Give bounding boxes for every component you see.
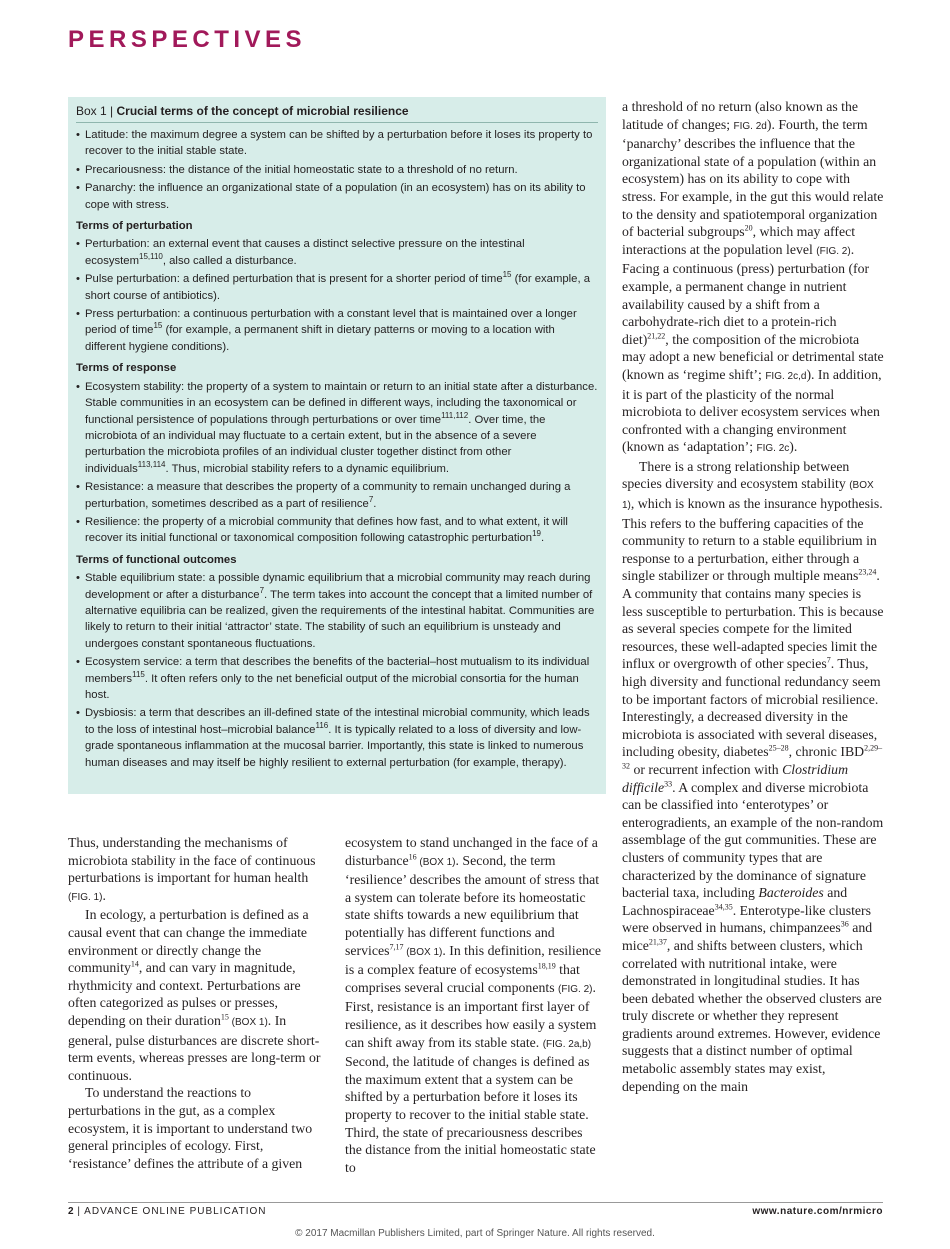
box-item-latitude: • Latitude: the maximum degree a system can be shifted by a perturbation before it loses its property to recover to the initial stable state. — [76, 129, 593, 158]
citation[interactable]: 25–28 — [768, 743, 789, 753]
box-item-press-perturbation: • Press perturbation: a continuous perturbation with a constant level that is maintained over a longer period of time$^{15}$ (for example, a permanent shift in dietary patterns or moving to a location with different hygiene conditions). — [76, 308, 577, 353]
copyright-notice: © 2017 Macmillan Publishers Limited, part of Springer Nature. All rights reserved. — [295, 1228, 655, 1239]
box-item-pulse-perturbation: • Pulse perturbation: a defined perturbation that is present for a shorter period of time$^{15}$ (for example, a short course of antibiotics). — [76, 270, 590, 302]
species-name: Clostridium difficile — [622, 761, 849, 795]
citation[interactable]: 20 — [744, 223, 753, 233]
figure-ref[interactable]: FIG. 2c — [756, 443, 790, 455]
citation[interactable]: 15 — [220, 1012, 229, 1022]
column-1 — [68, 834, 324, 1172]
citation[interactable]: 7,17 — [389, 941, 404, 951]
publication-label: ADVANCE ONLINE PUBLICATION — [84, 1206, 267, 1217]
citation[interactable]: 7 — [826, 655, 831, 665]
genus-name: Bacteroides — [758, 885, 824, 901]
page-number: 2 — [68, 1206, 74, 1217]
paragraph: There is a strong relationship between species diversity and ecosystem stability (BOX 1), which is known as the insurance hypothesis. This refers to the buffering capacities of the community to return to a stable equilibrium in response to a perturbation, either through a single stabilizer or through multiple means$^{23,24}$. A community that contains many species is less susceptible to perturbation. This is because as several species compete for the limited resources, these well-adapted species limit the influx or overgrowth of other species$^7$. Thus, high diversity and functional redundancy seem to be important factors of microbial resilience. Interestingly, a decreased diversity in the microbiota is associated with several diseases, including obesity, diabetes$^{25-28}$, chronic IBD$^{2,29-32}$ or recurrent infection with Clostridium difficile$^{33}$. A complex and diverse microbiota can be classified into ‘enterotypes’ or enterogradients, an example of the non-random assemblage of the gut communities. These are clusters of community types that are characterized by the dominance of signature bacterial taxa, including Bacteroides and Lachnospiraceae$^{34,35}$. Enterotype-like clusters were observed in humans, chimpanzees$^{36}$ and mice$^{21,37}$, and shifts between clusters, which correlated with nutritional intake, were demonstrated in longitudinal studies. It has been debated whether the observed clusters are truly discrete or whether they represent gradients around extremes. However, evidence suggests that a distinct number of optimal metabolic assembly states may exist, depending on the main — [622, 458, 884, 1094]
box-divider — [76, 122, 598, 123]
figure-ref[interactable]: (FIG. 2) — [816, 245, 851, 257]
footer-left: 2 | ADVANCE ONLINE PUBLICATION — [68, 1206, 267, 1217]
box-item-resistance: • Resistance: a measure that describes the property of a community to remain unchanged during a perturbation, sometimes described as a part of resilience$^7$. — [76, 481, 571, 510]
figure-ref[interactable]: (FIG. 1) — [68, 891, 103, 903]
footer-divider — [68, 1202, 883, 1203]
citation[interactable]: 33 — [664, 778, 673, 788]
box-ref[interactable]: (BOX 1) — [622, 480, 874, 512]
citation[interactable]: 23,24 — [858, 567, 877, 577]
citation[interactable]: 34,35 — [714, 902, 733, 912]
box-body — [76, 127, 598, 773]
figure-ref[interactable]: (FIG. 2) — [558, 983, 593, 995]
box-item-dysbiosis: • Dysbiosis: a term that describes an ill-defined state of the intestinal microbial community, which leads to the loss of intestinal host–microbial balance$^{116}$. It is typically related to a loss of diversity and low-grade spontaneous inflammation at the mucosal barrier. Importantly, this state is linked to numerous human diseases and may itself be highly resilient to external perturbation (for example, therapy). — [76, 707, 590, 769]
citation[interactable]: 36 — [840, 919, 849, 929]
citation[interactable]: 16 — [408, 852, 417, 861]
box-item-perturbation: • Perturbation: an external event that causes a distinct selective pressure on the intestinal ecosystem$^{15,110}$, also called a disturbance. — [76, 238, 525, 267]
figure-ref[interactable]: FIG. 2c,d — [765, 370, 807, 382]
citation[interactable]: 21,37 — [648, 937, 667, 947]
citation[interactable]: 21,22 — [647, 331, 666, 341]
paragraph: Thus, understanding the mechanisms of microbiota stability in the face of continuous perturbations is important for human health (FIG. 1). — [68, 835, 316, 903]
box-ref[interactable]: (BOX 1) — [403, 946, 443, 958]
figure-ref[interactable]: FIG. 2d — [733, 120, 767, 132]
box-item-precariousness: • Precariousness: the distance of the initial homeostatic state to a threshold of no return. — [76, 163, 518, 176]
box-item-ecosystem-stability: • Ecosystem stability: the property of a system to maintain or return to an initial state after a disturbance. Stable communities in an ecosystem can be defined in different ways, including the taxonomical or functional persistence of populations through perturbations or over time$^{111,112}$. Over time, the microbiota of an individual may fluctuate to a certain extent, but in the absence of a severe perturbation the microbiota profiles of an individual cluster together distinct from other individuals$^{113,114}$. Thus, microbial stability refers to a dynamic equilibrium. — [76, 380, 598, 475]
column-2 — [345, 834, 601, 1176]
box-item-resilience: • Resilience: the property of a microbial community that defines how fast, and to what extent, it will recover its initial functional or taxonomical composition following catastrophic perturbation$^{19}$. — [76, 515, 568, 545]
section-header: PERSPECTIVES — [68, 26, 307, 53]
box-item-stable-equilibrium: • Stable equilibrium state: a possible dynamic equilibrium that a microbial community may reach during development or after a disturbance$^7$. The term takes into account the concept that a limited number of alternative equilibria can be realized, given the requirements of the intestinal habitat. Communities are likely to return to their initial ‘attractor’ state. The stability of such an equilibrium is unsteady and undergoes constant spontaneous fluctuations. — [76, 572, 595, 650]
figure-ref[interactable]: (FIG. 2a,b) — [542, 1038, 592, 1050]
box-1 — [68, 97, 606, 794]
paragraph: In ecology, a perturbation is defined as a causal event that can change the immediate environment or directly change the community$^{14}$, and can vary in magnitude, rhythmicity and context. Perturbations are often categorized as pulses or presses, depending on their duration$^{15}$ (BOX 1). In general, pulse disturbances are discrete short-term events, whereas presses are long-term or continuous. — [68, 907, 321, 1083]
box-ref[interactable]: (BOX 1) — [228, 1016, 268, 1028]
column-3 — [622, 98, 884, 1095]
box-title-text: Crucial terms of the concept of microbial resilience — [116, 104, 409, 118]
box-title — [76, 103, 598, 119]
box-item-ecosystem-service: • Ecosystem service: a term that describes the benefits of the bacterial–host mutualism to its individual members$^{115}$. It often refers only to the net beneficial output of the microbial consortia for the human host. — [76, 656, 590, 701]
citation[interactable]: 18,19 — [537, 961, 556, 971]
box-heading-perturbation: Terms of perturbation — [76, 220, 193, 233]
box-item-panarchy: • Panarchy: the influence an organizational state of a population (in an ecosystem) has on its ability to cope with stress. — [76, 182, 586, 211]
citation[interactable]: 14 — [130, 959, 139, 969]
box-ref[interactable]: (BOX 1) — [416, 856, 456, 868]
paragraph: ecosystem to stand unchanged in the face of a disturbance$^{16}$ (BOX 1). Second, the term ‘resilience’ describes the amount of stress that a system can tolerate before its homeostatic state shifts towards a new equilibrium that potentially has different functions and services$^{7,17}$ (BOX 1). In this definition, resilience is a complex feature of ecosystems$^{18,19}$ that comprises several crucial components (FIG. 2). First, resistance is an important first layer of resilience, as it describes how easily a system can shift away from its stable state. (FIG. 2a,b) Second, the latitude of changes is defined as the maximum extent that a system can be shifted by a perturbation before it loses its property to recover to the initial stable state. Third, the state of precariousness describes the distance from the initial homeostatic state to — [345, 835, 601, 1175]
journal-url[interactable]: www.nature.com/nrmicro — [752, 1206, 883, 1217]
paragraph: To understand the reactions to perturbations in the gut, as a complex ecosystem, it is important to understand two general principles of ecology. First, ‘resistance’ defines the attribute of a given — [68, 1085, 313, 1171]
box-heading-outcomes: Terms of functional outcomes — [76, 553, 237, 566]
paragraph: a threshold of no return (also known as the latitude of changes; FIG. 2d). Fourth, the term ‘panarchy’ describes the influence that the organizational state of a population (within an ecosystem) has on its ability to cope with stress. For example, in the gut this would relate to the density and spatiotemporal organization of bacterial subgroups$^{20}$, which may affect interactions at the population level (FIG. 2). Facing a continuous (press) perturbation (for example, a permanent change in nutrient availability caused by a shift from a carbohydrate-rich diet to a protein-rich diet)$^{21,22}$, the composition of the microbiota may adopt a new beneficial or detrimental state (known as ‘regime shift’; FIG. 2c,d). In addition, it is part of the plasticity of the normal microbiota to deliver ecosystem services when confronted with a changing environment (known as ‘adaptation’; FIG. 2c). — [622, 99, 884, 455]
citation[interactable]: 2,29–32 — [622, 743, 883, 771]
box-number: Box 1 | — [76, 104, 114, 118]
box-heading-response: Terms of response — [76, 362, 177, 375]
